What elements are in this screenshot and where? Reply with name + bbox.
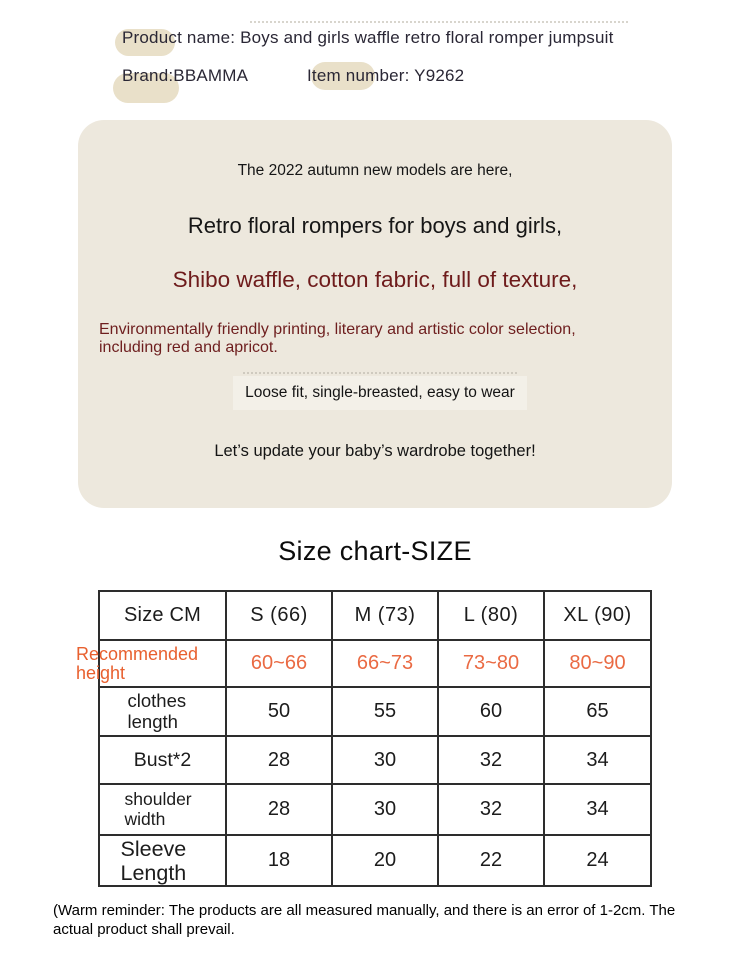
value: 50: [267, 700, 291, 722]
value: 22: [479, 849, 503, 871]
value: 60~66: [250, 652, 308, 674]
value: 28: [267, 798, 291, 820]
overlay-patch: [233, 376, 527, 410]
size-row-label: [99, 784, 226, 835]
size-value-cell: [438, 784, 544, 835]
covered-text-remnant: [243, 372, 517, 374]
footnote-line-1: (Warm reminder: The products are all measured manually, and there is an error of 1-2cm. The: [53, 902, 676, 919]
value: 34: [586, 748, 609, 771]
size-value-cell: [544, 736, 651, 784]
size-value-cell: [544, 640, 651, 687]
header-size-cm: Size CM: [124, 604, 201, 626]
size-value-cell: [226, 835, 332, 886]
size-value-cell: [332, 784, 438, 835]
value: 80~90: [569, 652, 626, 674]
clothes-length-label: clothes length: [127, 690, 187, 732]
size-value-cell: [332, 687, 438, 736]
intro-line-fit: Loose fit, single-breasted, easy to wear: [245, 384, 515, 401]
size-row-label: [99, 835, 226, 886]
table-header-row: [99, 591, 651, 640]
value: 60: [479, 700, 503, 722]
table-row: [99, 687, 651, 736]
intro-box: [78, 120, 672, 508]
size-row-label: [99, 687, 226, 736]
size-value-cell: [544, 687, 651, 736]
size-value-cell: [226, 640, 332, 687]
table-row: [99, 784, 651, 835]
size-row-label: [99, 736, 226, 784]
value: 55: [373, 700, 397, 722]
size-value-cell: [332, 736, 438, 784]
value: 28: [267, 748, 291, 771]
size-row-label: [76, 640, 226, 687]
size-value-cell: [438, 687, 544, 736]
table-row: [99, 640, 651, 687]
size-table: [76, 590, 652, 887]
value: 34: [586, 798, 609, 820]
intro-line-season: The 2022 autumn new models are here,: [237, 162, 513, 179]
value: 32: [479, 748, 503, 771]
size-value-cell: [226, 687, 332, 736]
recommended-height-label: Recommended height: [76, 643, 199, 683]
size-column-header: [544, 591, 651, 640]
size-chart-title: Size chart-SIZE: [278, 536, 472, 566]
size-value-cell: [438, 640, 544, 687]
value: 66~73: [356, 652, 414, 674]
value: 30: [373, 798, 397, 820]
size-value-cell: [332, 640, 438, 687]
size-column-header: [332, 591, 438, 640]
header-size-m: M (73): [354, 604, 416, 626]
header-size-s: S (66): [250, 604, 308, 626]
value: 65: [586, 700, 609, 722]
intro-line-fabric: Shibo waffle, cotton fabric, full of texture,: [172, 267, 578, 292]
value: 24: [586, 849, 609, 871]
value: 20: [373, 849, 397, 871]
value: 32: [479, 798, 503, 820]
size-value-cell: [438, 835, 544, 886]
size-value-cell: [544, 784, 651, 835]
table-row: [99, 835, 651, 886]
header-size-xl: XL (90): [563, 604, 632, 626]
size-value-cell: [438, 736, 544, 784]
bust-label: Bust*2: [133, 748, 192, 771]
size-value-cell: [226, 736, 332, 784]
item-number-line: Item number: Y9262: [307, 66, 465, 85]
intro-line-cta: Let’s update your baby’s wardrobe together!: [214, 442, 536, 460]
size-column-header: [226, 591, 332, 640]
footnote-line-2: actual product shall prevail.: [53, 920, 235, 938]
intro-line-printing-cont: including red and apricot.: [99, 339, 278, 356]
brand-line: Brand:BBAMMA: [122, 66, 249, 85]
size-column-header: [99, 591, 226, 640]
value: 18: [267, 849, 291, 871]
product-name-line: Product name: Boys and girls waffle retro floral romper jumpsuit: [122, 28, 614, 47]
size-value-cell: [332, 835, 438, 886]
table-row: [99, 736, 651, 784]
shoulder-width-label: shoulder width: [124, 789, 192, 829]
sleeve-length-label: Sleeve Length: [120, 836, 187, 885]
footnote: [53, 902, 713, 939]
size-value-cell: [544, 835, 651, 886]
intro-line-product: Retro floral rompers for boys and girls,: [187, 213, 563, 238]
covered-text-remnant: [250, 21, 628, 23]
intro-line-printing: Environmentally friendly printing, literary and artistic color selection,: [99, 321, 576, 338]
size-column-header: [438, 591, 544, 640]
header-size-l: L (80): [463, 604, 519, 626]
value: 73~80: [462, 652, 520, 674]
value: 30: [373, 748, 397, 771]
size-value-cell: [226, 784, 332, 835]
